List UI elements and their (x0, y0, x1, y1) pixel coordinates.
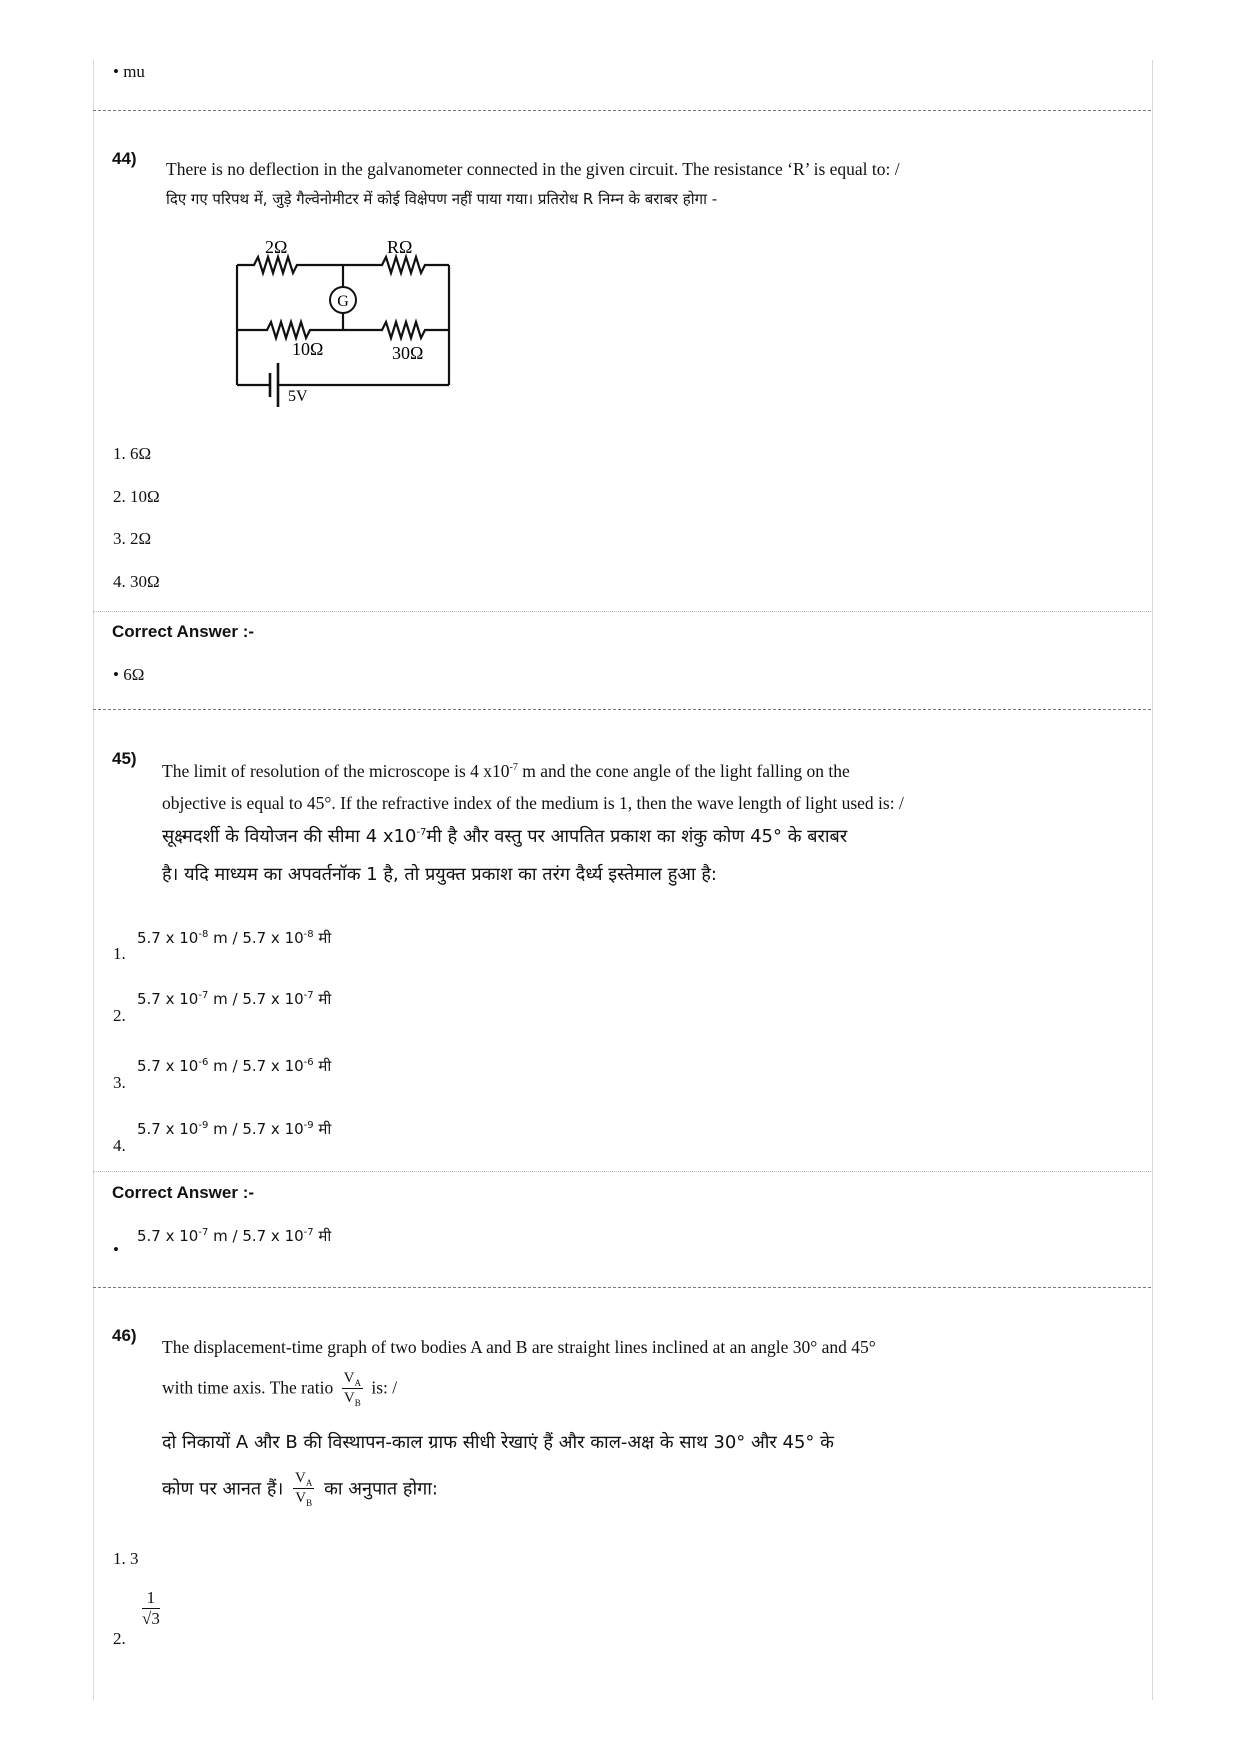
q44-option-1: 1. 6Ω (113, 444, 152, 463)
q45-option-1: 5.7 x $10^{-8}$ m / 5.7 x $10^{-8}$ मी (137, 929, 332, 947)
resistor-r-label: RΩ (387, 237, 413, 257)
q45-option-4: 5.7 x $10^{-9}$ m / 5.7 x $10^{-9}$ मी (137, 1120, 332, 1138)
question-separator (93, 709, 1151, 710)
q46-option-2-number: 2. (113, 1629, 126, 1648)
question-number-45: 45) (112, 749, 137, 768)
q44-option-4: 4. 30Ω (113, 572, 160, 591)
q45-correct-bullet: • (113, 1240, 119, 1259)
q44-correct-answer: • 6Ω (113, 665, 145, 684)
q45-option-2-number: 2. (113, 1006, 126, 1025)
answer-separator (93, 1171, 1151, 1172)
q45-line-1: The limit of resolution of the microscope is 4 $x10^{-7}$ m and the cone angle of the light falling on the (162, 761, 850, 781)
q46-option-1: 1. 3 (113, 1549, 139, 1568)
q46-line-2: with time axis. The ratio $\frac{V_A}{V_B}$ is: / (162, 1370, 398, 1409)
resistor-2-label: 2Ω (265, 237, 288, 257)
resistor-30-label: 30Ω (392, 343, 424, 363)
top-bullet-option: • mu (113, 62, 145, 81)
q45-option-1-number: 1. (113, 944, 126, 963)
q45-correct-answer-label: Correct Answer :- (112, 1183, 255, 1202)
q45-option-4-number: 4. (113, 1136, 126, 1155)
galvanometer-label: G (337, 293, 349, 310)
q45-line-3: सूक्ष्मदर्शी के वियोजन की सीमा 4 $x10^{-7}मी$ है और वस्तु पर आपतित प्रकाश का शंकु कोण 45° के बराबर (162, 826, 848, 847)
q45-option-3: 5.7 x $10^{-6}$ m / 5.7 x $10^{-6}$ मी (137, 1057, 332, 1075)
q44-text-en: There is no deflection in the galvanometer connected in the given circuit. The resistance ‘R’ is equal to: / (166, 159, 900, 179)
question-number-46: 46) (112, 1326, 137, 1345)
q46-line-1: The displacement-time graph of two bodies A and B are straight lines inclined at an angle 30° and 45° (162, 1337, 876, 1357)
question-separator (93, 1287, 1151, 1288)
q44-text-hi: दिए गए परिपथ में, जुड़े गैल्वेनोमीटर में कोई विक्षेपण नहीं पाया गया। प्रतिरोध R निम्न के बराबर होगा - (166, 190, 718, 208)
q46-ratio-fraction-hi: $\frac{V_A}{V_B}$ (295, 1470, 313, 1509)
q46-line-3: दो निकायों A और B की विस्थापन-काल ग्राफ सीधी रेखाएं हैं और काल-अक्ष के साथ 30° और 45° के (162, 1432, 834, 1453)
q45-correct-answer: 5.7 x $10^{-7}$ m / 5.7 x $10^{-7}$ मी (137, 1227, 332, 1245)
q44-option-2: 2. 10Ω (113, 487, 160, 506)
q46-ratio-fraction: $\frac{V_A}{V_B}$ (343, 1370, 361, 1409)
battery-label: 5V (288, 388, 308, 405)
q44-option-3: 3. 2Ω (113, 529, 152, 548)
q45-option-2: 5.7 x $10^{-7}$ m / 5.7 x $10^{-7}$ मी (137, 990, 332, 1008)
top-option-text: mu (123, 62, 145, 81)
q46-line-4: कोण पर आनत हैं। $\frac{V_A}{V_B}$ का अनुपात होगा: (162, 1470, 438, 1509)
q44-correct-answer-text: 6Ω (123, 665, 145, 684)
q45-line-2: objective is equal to 45°. If the refractive index of the medium is 1, then the wave length of light used is: / (162, 793, 904, 813)
q44-correct-answer-label: Correct Answer :- (112, 622, 255, 641)
circuit-diagram (232, 235, 462, 413)
question-number-44: 44) (112, 149, 137, 168)
q45-option-3-number: 3. (113, 1073, 126, 1092)
answer-separator (93, 611, 1151, 612)
q46-option-2-fraction: $\frac{1}{√3}$ (142, 1588, 160, 1628)
q45-line-4: है। यदि माध्यम का अपवर्तनॉक 1 है, तो प्रयुक्त प्रकाश का तरंग दैर्ध्य इस्तेमाल हुआ है: (162, 864, 717, 885)
q46-option-2 (138, 1588, 164, 1629)
question-separator (93, 110, 1151, 111)
resistor-10-label: 10Ω (292, 339, 324, 359)
